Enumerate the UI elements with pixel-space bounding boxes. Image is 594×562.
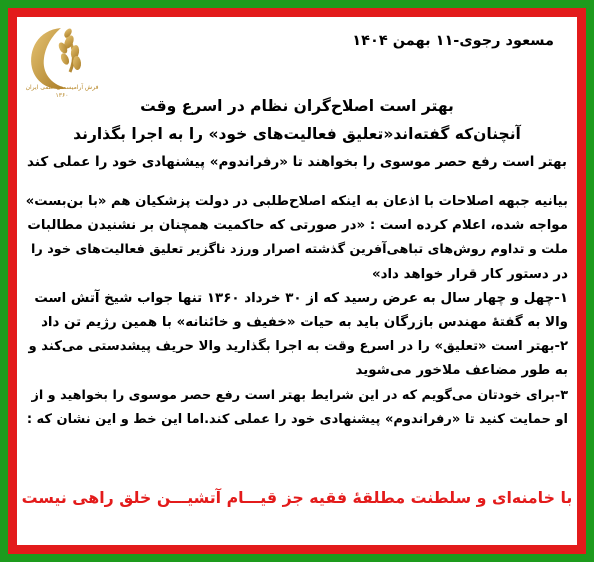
body-line: مواجه شده، اعلام کرده است : «در صورتی که حاکمیت همچنان بر نشنیدن مطالبات xyxy=(27,218,568,234)
body-line: او حمایت کنید تا «رفراندوم» پیشنهادی خود را عملی کند.اما این خط و این نشان که : xyxy=(26,411,568,427)
paragraph-intro xyxy=(26,190,568,287)
statement-body xyxy=(26,190,568,432)
body-line: در دستور کار قرار خواهد داد» xyxy=(371,266,568,282)
logo-caption-line1: فرش آرامیسمنی علمی ایران xyxy=(25,84,99,91)
body-line: ۱-چهل و چهار سال به عرض رسید که از ۳۰ خرداد ۱۳۶۰ تنها جواب شیخ آتش است xyxy=(34,290,568,306)
byline: مسعود رجوی-۱۱ بهمن ۱۴۰۴ xyxy=(352,33,554,49)
headline-1: بهتر است اصلاح‌گران نظام در اسرع وقت xyxy=(140,97,454,115)
body-line: ۲-بهتر است «تعلیق» را در اسرع وقت به اجرا بگذارید والا حریف پیشدستی می‌کند و xyxy=(28,339,568,355)
body-line: والا به گفتهٔ مهندس بازرگان باید به حیات «خفیف و خائنانه» با همین رژیم تن داد xyxy=(41,315,568,331)
logo-caption-line2: ۱۳۶۰ xyxy=(55,92,69,99)
headline-3: بهتر است رفع حصر موسوی را بخواهند تا «رفراندوم» پیشنهادی خود را عملی کند xyxy=(27,154,567,170)
body-line: به طور مضاعف ملاخور می‌شوید xyxy=(355,363,568,379)
body-line: ملت و تداوم روش‌های تباهی‌آفرین گذشته اصرار ورزد ناگزیر تعلیق فعالیت‌های خود را xyxy=(31,242,568,258)
conclusion-slogan: با خامنه‌ای و سلطنت مطلقهٔ فقیه جز قیـــام آتشیـــن خلق راهی نیست xyxy=(21,488,573,507)
paragraph-point-2 xyxy=(26,335,568,383)
paragraph-point-1 xyxy=(26,287,568,335)
paragraph-point-3 xyxy=(26,384,568,432)
headline-block xyxy=(26,92,568,176)
body-line: ۳-برای خودتان می‌گویم که در این شرایط بهتر است رفع حصر موسوی را بخواهید و از xyxy=(31,387,568,403)
body-line: بیانیه جبهه اصلاحات با اذعان به اینکه اصلاح‌طلبی در دولت پزشکیان هم «با بن‌بست» xyxy=(25,194,568,209)
headline-2: آنچنان‌که گفته‌اند«تعلیق فعالیت‌های خود» را به اجرا بگذارند xyxy=(73,125,521,143)
